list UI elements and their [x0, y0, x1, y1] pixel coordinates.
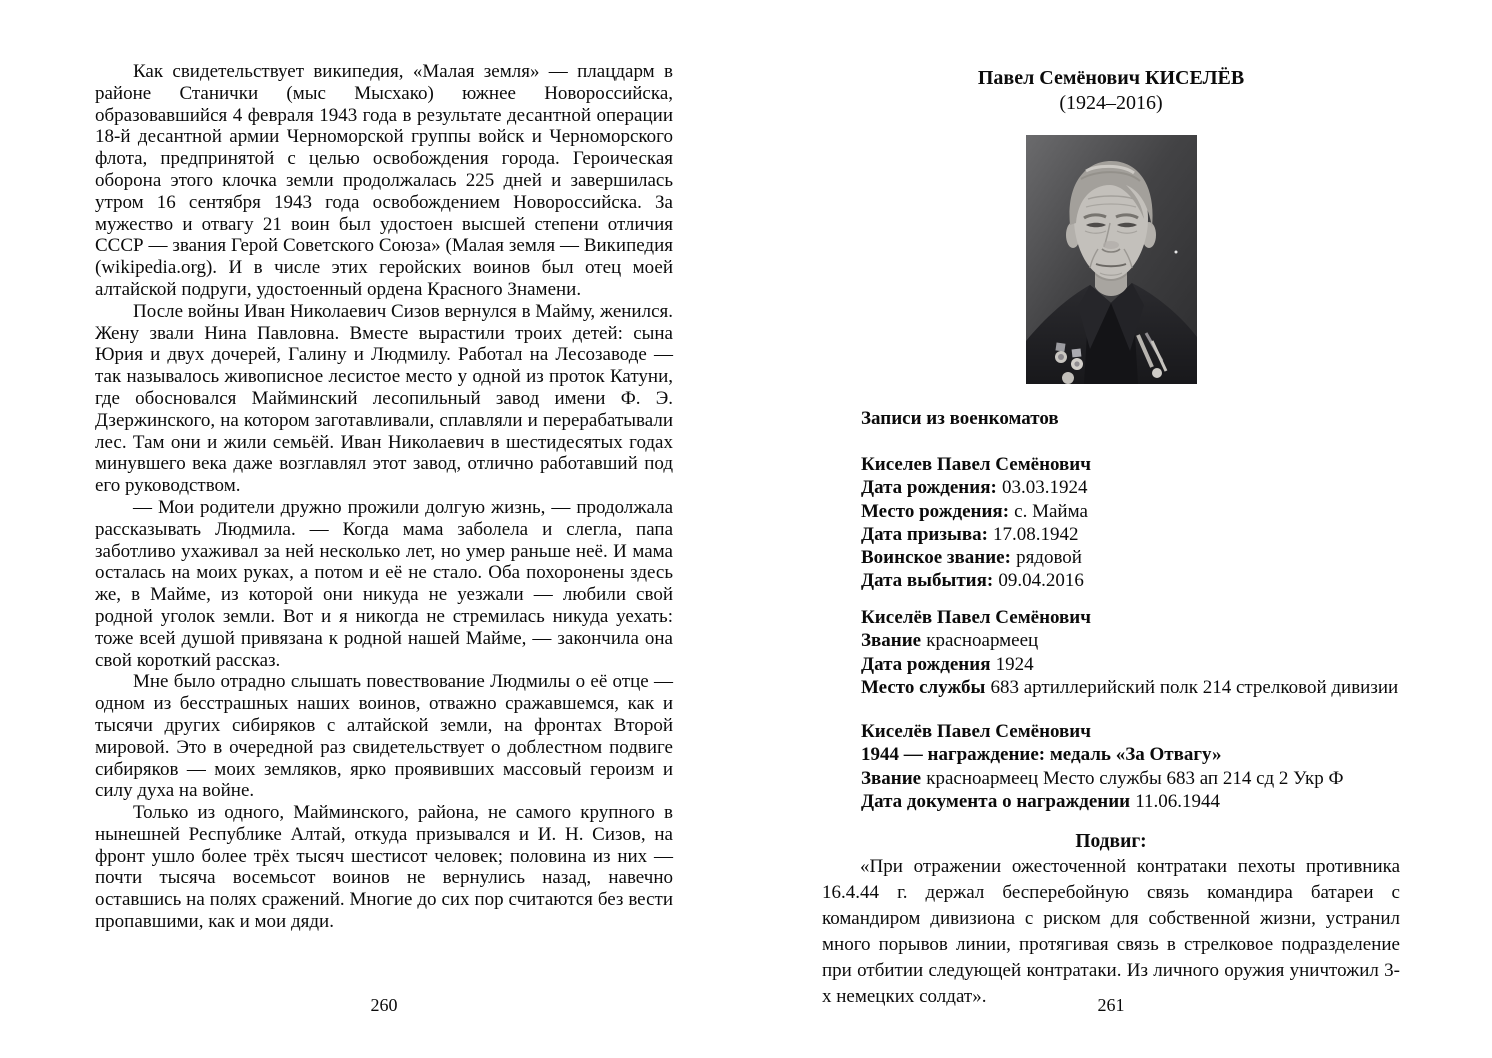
record-birth-date: Дата рождения 1924	[861, 653, 1034, 675]
person-name-title: Павел Семёнович КИСЕЛЁВ	[977, 67, 1245, 89]
paragraph-parents-quote: — Мои родители дружно прожили долгую жизнь, — продолжала рассказывать Людмила. — Когда мама заболела и слегла, папа заботливо ухаживал за ней несколько лет, но умер раньше неё. И мама осталась на моих руках, а потом и её не стало. Оба похоронены здесь же, в Майме, из которой они никуда не уезжали — любили свой родной уголок земли. Вот и я никогда не стремилась никуда уехать: тоже всей душой привязана к родной нашей Майме, — закончила она свой короткий рассказ.	[95, 496, 673, 671]
record-discharge-date: Дата выбытия: 09.04.2016	[861, 570, 1084, 592]
veteran-portrait-photo	[1026, 135, 1197, 384]
page-left	[95, 0, 673, 1058]
record-birth-place: Место рождения: с. Майма	[861, 500, 1088, 522]
feat-citation: «При отражении ожесточенной контратаки пехоты противника 16.4.44 г. держал бесперебойную связь командира батареи с командиром дивизиона с риском для собственной жизни, устранил много порывов линии, протягивая связь в стрелковое подразделение при отбитии следующей контратаки. Из личного оружия уничтожил 3-х немецких солдат».	[822, 856, 1400, 1007]
paragraph-after-war: После войны Иван Николаевич Сизов вернулся в Майму, женился. Жену звали Нина Павловна. Вместе вырастили троих детей: сына Юрия и двух дочерей, Галину и Людмилу. Работал на Лесозаводе — так называлось живописное лесистое место у одной из проток Катуни, где обосновался Майминский лесопильный завод имени Ф. Э. Дзержинского, на котором заготавливали, сплавляли и перерабатывали лес. Там они и жили семьёй. Иван Николаевич в шестидесятых годах минувшего века даже возглавлял этот завод, отлично работавший под его руководством.	[95, 300, 673, 497]
record-rank: Звание красноармеец	[861, 630, 1039, 652]
military-record-3	[861, 720, 1343, 813]
portrait-photo-graphic	[1026, 135, 1197, 384]
feat-heading: Подвиг:	[1075, 831, 1147, 852]
record-award-document-date: Дата документа о награждении 11.06.1944	[861, 790, 1221, 812]
record-name: Киселев Павел Семёнович	[861, 454, 1091, 475]
record-rank: Воинское звание: рядовой	[861, 547, 1082, 569]
paragraph-maima-district: Только из одного, Майминского, района, не самого крупного в нынешней Республике Алтай, откуда призывался и И. Н. Сизов, на фронт ушло более трёх тысяч шестисот человек; половина из них — почти тысяча восемьсот воинов не вернулись назад, навечно оставшись на полях сражений. Многие до сих пор считаются без вести пропавшими, как и мои дяди.	[95, 802, 673, 933]
record-birth-date: Дата рождения: 03.03.1924	[861, 477, 1088, 499]
life-years: (1924–2016)	[1059, 92, 1163, 114]
page-number-left: 260	[370, 995, 398, 1015]
record-name: Киселёв Павел Семёнович	[861, 607, 1091, 628]
page-right	[822, 0, 1400, 1058]
paragraph-malaya-zemlya: Как свидетельствует википедия, «Малая земля» — плацдарм в районе Станички (мыс Мысхако) южнее Новороссийска, образовавшийся 4 февраля 1943 года в результате десантной операции 18-й десантной армии Черноморской группы войск и Черноморского флота, предпринятой с целью освобождения города. Героическая оборона этого клочка земли продолжалась 225 дней и завершилась утром 16 сентября 1943 года освобождением Новороссийска. За мужество и отвагу 21 воин был удостоен высшей степени отличия СССР — звания Герой Советского Союза» (Малая земля — Википедия (wikipedia.org). И в числе этих геройских воинов был отец моей алтайской подруги, удостоенный ордена Красного Знамени.	[95, 61, 673, 300]
record-rank-service: Звание красноармеец Место службы 683 ап 214 сд 2 Укр Ф	[861, 767, 1344, 789]
chapter-header	[822, 66, 1400, 116]
record-draft-date: Дата призыва: 17.08.1942	[861, 523, 1079, 545]
section-heading-military-records: Записи из военкоматов	[861, 408, 1059, 429]
military-record-2	[861, 606, 1398, 699]
military-record-1	[861, 453, 1091, 593]
record-name: Киселёв Павел Семёнович	[861, 721, 1091, 742]
record-award: 1944 — награждение: медаль «За Отвагу»	[861, 744, 1222, 766]
left-text-block	[95, 61, 673, 933]
record-service-place: Место службы 683 артиллерийский полк 214 стрелковой дивизии	[861, 676, 1399, 698]
paragraph-siberians: Мне было отрадно слышать повествование Людмилы о её отце — одном из бесстрашных наших воинов, отважно сражавшемся, как и тысячи других сибиряков с алтайской земли, на фронтах Второй мировой. Это в очередной раз свидетельствует о доблестном подвиге сибиряков — моих земляков, ярко проявивших массовый героизм и силу духа на войне.	[95, 671, 673, 802]
page-number-right: 261	[1097, 995, 1125, 1015]
